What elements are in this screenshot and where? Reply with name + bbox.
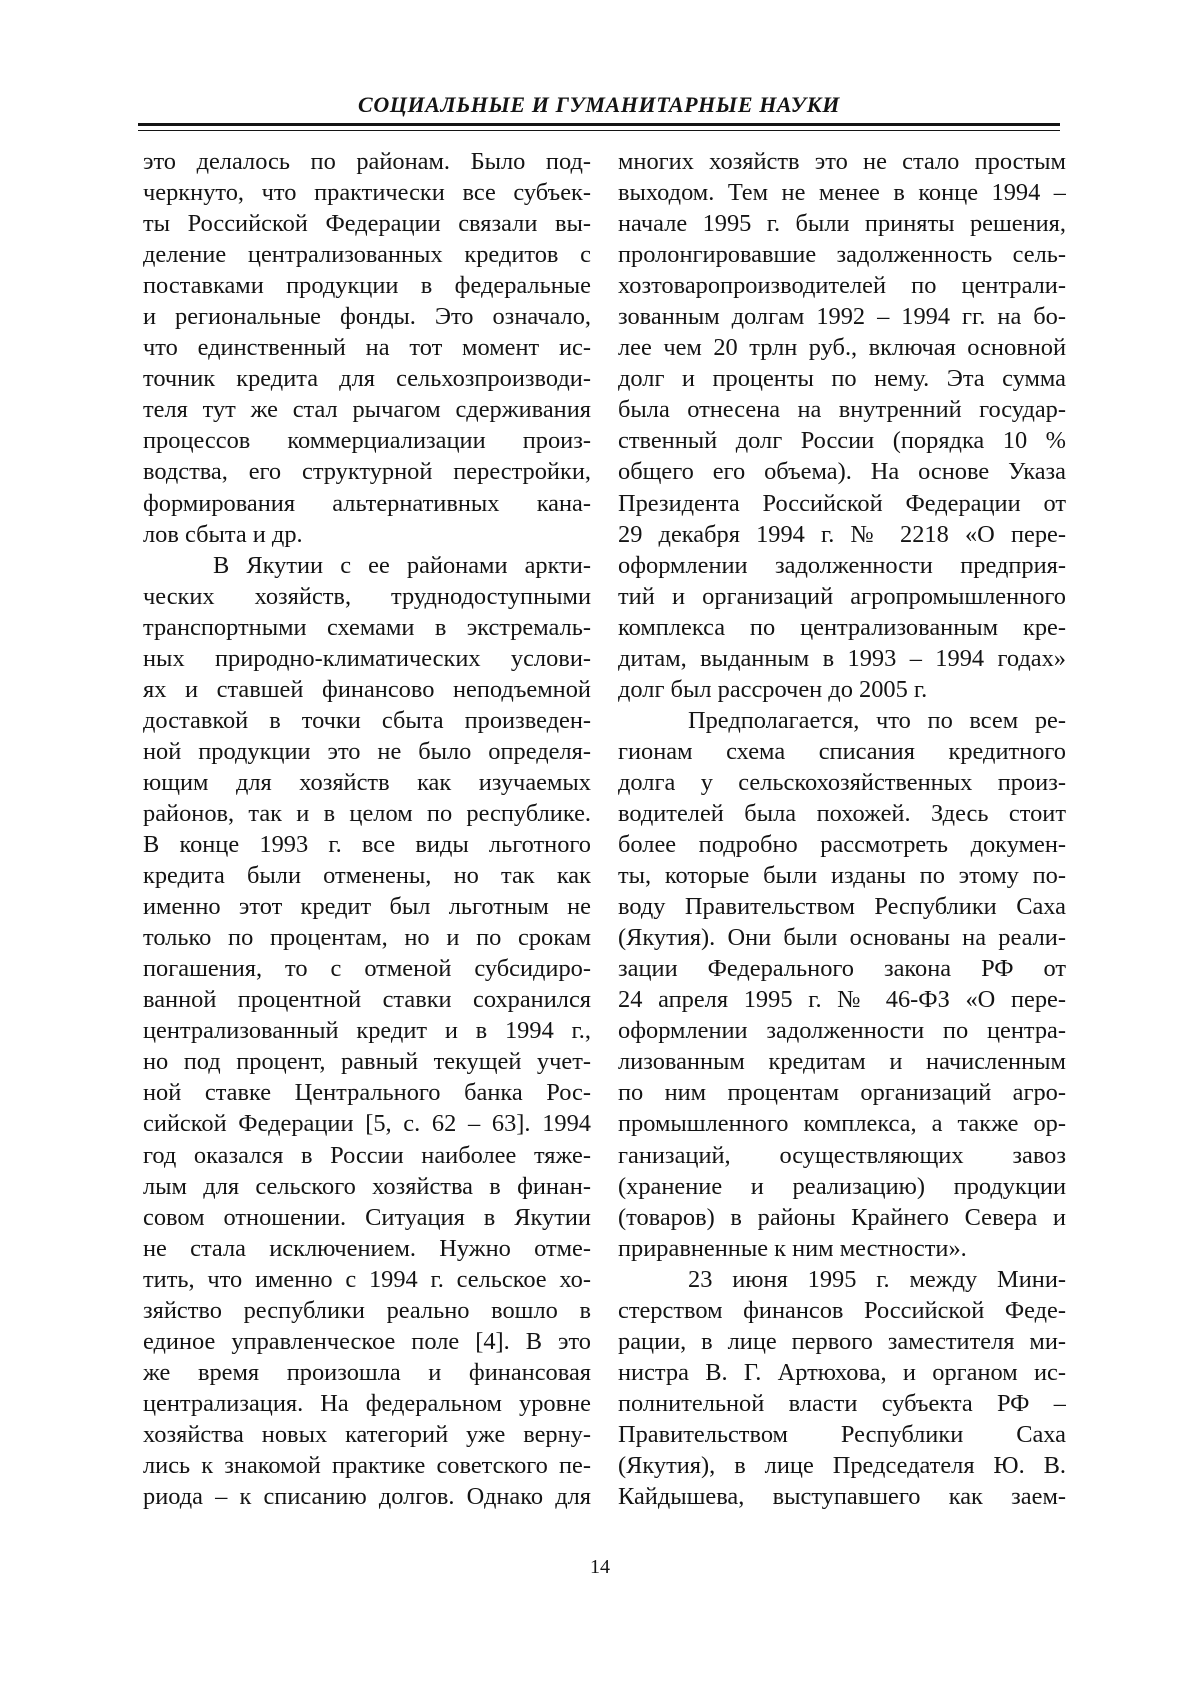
text-line: доставкой в точки сбыта произведен- bbox=[143, 706, 591, 734]
text-line: оформлении задолженности предприя- bbox=[618, 551, 1066, 579]
text-line: лизованным кредитам и начисленным bbox=[618, 1048, 1066, 1076]
text-line: хозтоваропроизводителей по централи- bbox=[618, 272, 1066, 300]
text-line: гионам схема списания кредитного bbox=[618, 737, 1066, 765]
text-line: 23 июня 1995 г. между Мини- bbox=[688, 1265, 1066, 1293]
text-line: (товаров) в районы Крайнего Севера и bbox=[618, 1203, 1066, 1231]
text-line: Кайдышева, выступавшего как заем- bbox=[618, 1483, 1066, 1511]
text-line: ющим для хозяйств как изучаемых bbox=[143, 768, 591, 796]
header-rule-thin bbox=[138, 130, 1060, 131]
text-line: многих хозяйств это не стало простым bbox=[618, 148, 1066, 175]
text-line: более подробно рассмотреть докумен- bbox=[618, 831, 1066, 859]
text-line: Предполагается, что по всем ре- bbox=[688, 706, 1066, 734]
text-line: лов сбыта и др. bbox=[143, 520, 303, 548]
text-line: хозяйства новых категорий уже верну- bbox=[143, 1420, 591, 1448]
text-line: черкнуто, что практически все субъек- bbox=[143, 179, 591, 207]
text-line: общего его объема). На основе Указа bbox=[618, 458, 1066, 486]
text-line: формирования альтернативных кана- bbox=[143, 489, 591, 517]
running-header: СОЦИАЛЬНЫЕ И ГУМАНИТАРНЫЕ НАУКИ bbox=[358, 92, 840, 117]
text-line: поставками продукции в федеральные bbox=[143, 272, 591, 300]
right-text-column bbox=[618, 146, 1066, 1512]
text-line: комплекса по централизованным кре- bbox=[618, 613, 1066, 641]
text-line: же время произошла и финансовая bbox=[143, 1358, 591, 1386]
text-line: Правительством Республики Саха bbox=[618, 1420, 1066, 1448]
text-line: воду Правительством Республики Саха bbox=[618, 893, 1066, 921]
text-line: кредита были отменены, но так как bbox=[143, 862, 591, 890]
text-line: 24 апреля 1995 г. № 46-ФЗ «О пере- bbox=[618, 986, 1066, 1014]
text-line: риода – к списанию долгов. Однако для bbox=[143, 1483, 591, 1511]
text-line: начале 1995 г. были приняты решения, bbox=[618, 210, 1066, 238]
text-line: теля тут же стал рычагом сдерживания bbox=[143, 396, 591, 424]
text-line: зяйство республики реально вошло в bbox=[143, 1296, 591, 1324]
text-line: дитам, выданным в 1993 – 1994 годах» bbox=[618, 644, 1066, 672]
text-line: процессов коммерциализации произ- bbox=[143, 427, 591, 455]
text-line: зации Федерального закона РФ от bbox=[618, 955, 1066, 983]
text-line: водителей была похожей. Здесь стоит bbox=[618, 799, 1066, 827]
text-line: В Якутии с ее районами аркти- bbox=[213, 551, 591, 579]
text-line: промышленного комплекса, а также ор- bbox=[618, 1110, 1066, 1138]
text-line: ты, которые были изданы по этому по- bbox=[618, 862, 1066, 890]
text-line: долг и проценты по нему. Эта сумма bbox=[618, 365, 1066, 393]
text-line: по ним процентам организаций агро- bbox=[618, 1079, 1066, 1107]
text-line: тить, что именно с 1994 г. сельское хо- bbox=[143, 1265, 591, 1293]
text-line: деление централизованных кредитов с bbox=[143, 241, 591, 269]
text-line: стерством финансов Российской Феде- bbox=[618, 1296, 1066, 1324]
text-line: ях и ставшей финансово неподъемной bbox=[143, 675, 591, 703]
text-line: и региональные фонды. Это означало, bbox=[143, 303, 591, 331]
text-line: точник кредита для сельхозпроизводи- bbox=[143, 365, 591, 393]
text-line: лым для сельского хозяйства в финан- bbox=[143, 1172, 591, 1200]
text-line: Президента Российской Федерации от bbox=[618, 489, 1066, 517]
text-line: но под процент, равный текущей учет- bbox=[143, 1048, 591, 1076]
text-line: лее чем 20 трлн руб., включая основной bbox=[618, 334, 1066, 362]
text-line: лись к знакомой практике советского пе- bbox=[143, 1451, 591, 1479]
text-line: была отнесена на внутренний государ- bbox=[618, 396, 1066, 424]
text-line: нистра В. Г. Артюхова, и органом ис- bbox=[618, 1358, 1066, 1386]
header-rule-thick bbox=[138, 123, 1060, 126]
left-text-column bbox=[143, 146, 591, 1512]
text-line: единое управленческое поле [4]. В это bbox=[143, 1327, 591, 1355]
text-line: ной ставке Центрального банка Рос- bbox=[143, 1079, 591, 1107]
text-line: выходом. Тем не менее в конце 1994 – bbox=[618, 179, 1066, 207]
text-line: только по процентам, но и по срокам bbox=[143, 924, 591, 952]
text-line: ственный долг России (порядка 10 % bbox=[618, 427, 1066, 455]
text-line: ных природно-климатических услови- bbox=[143, 644, 591, 672]
text-line: долг был рассрочен до 2005 г. bbox=[618, 675, 928, 703]
text-line: централизация. На федеральном уровне bbox=[143, 1389, 591, 1417]
text-line: (хранение и реализацию) продукции bbox=[618, 1172, 1066, 1200]
page-number: 14 bbox=[590, 1556, 610, 1578]
text-line: долга у сельскохозяйственных произ- bbox=[618, 768, 1066, 796]
text-line: ческих хозяйств, труднодоступными bbox=[143, 582, 591, 610]
text-line: зованным долгам 1992 – 1994 гг. на бо- bbox=[618, 303, 1066, 331]
text-line: районов, так и в целом по республике. bbox=[143, 799, 591, 827]
text-line: (Якутия), в лице Председателя Ю. В. bbox=[618, 1451, 1066, 1479]
text-line: рации, в лице первого заместителя ми- bbox=[618, 1327, 1066, 1355]
text-line: централизованный кредит и в 1994 г., bbox=[143, 1017, 591, 1045]
text-line: водства, его структурной перестройки, bbox=[143, 458, 591, 486]
text-line: ты Российской Федерации связали вы- bbox=[143, 210, 591, 238]
text-line: ванной процентной ставки сохранился bbox=[143, 986, 591, 1014]
text-line: что единственный на тот момент ис- bbox=[143, 334, 591, 362]
text-line: 29 декабря 1994 г. № 2218 «О пере- bbox=[618, 520, 1066, 548]
text-line: В конце 1993 г. все виды льготного bbox=[143, 831, 591, 859]
text-line: пролонгировавшие задолженность сель- bbox=[618, 241, 1066, 269]
text-line: сийской Федерации [5, с. 62 – 63]. 1994 bbox=[143, 1110, 591, 1138]
text-line: год оказался в России наиболее тяже- bbox=[143, 1141, 591, 1169]
text-line: именно этот кредит был льготным не bbox=[143, 893, 591, 921]
text-line: (Якутия). Они были основаны на реали- bbox=[618, 924, 1066, 952]
text-line: ганизаций, осуществляющих завоз bbox=[618, 1141, 1066, 1169]
text-line: приравненные к ним местности». bbox=[618, 1234, 967, 1262]
text-line: тий и организаций агропромышленного bbox=[618, 582, 1066, 610]
text-line: транспортными схемами в экстремаль- bbox=[143, 613, 591, 641]
text-line: ной продукции это не было определя- bbox=[143, 737, 591, 765]
text-line: оформлении задолженности по центра- bbox=[618, 1017, 1066, 1045]
text-line: погашения, то с отменой субсидиро- bbox=[143, 955, 591, 983]
text-line: полнительной власти субъекта РФ – bbox=[618, 1389, 1066, 1417]
text-line: не стала исключением. Нужно отме- bbox=[143, 1234, 591, 1262]
text-line: это делалось по районам. Было под- bbox=[143, 148, 591, 175]
text-line: совом отношении. Ситуация в Якутии bbox=[143, 1203, 591, 1231]
